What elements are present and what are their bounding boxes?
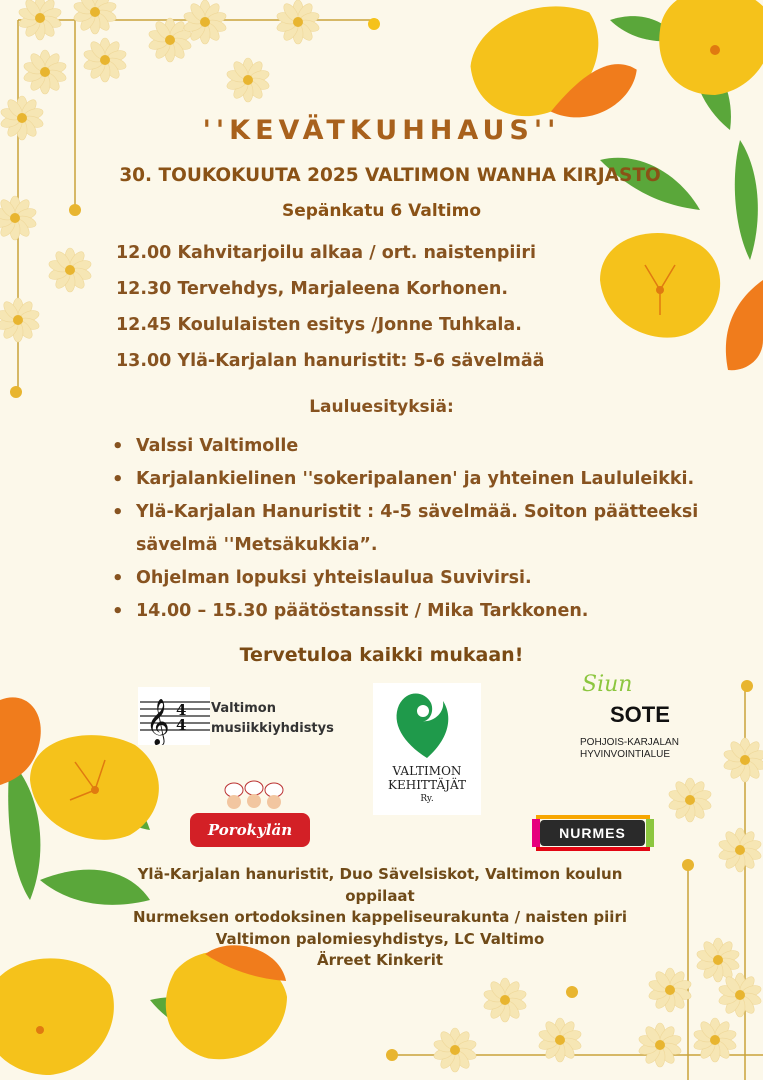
music-note-logo: [138, 687, 210, 745]
sote-subtitle: POHJOIS-KARJALAN HYVINVOINTIALUE: [580, 737, 679, 760]
songs-list: [112, 430, 732, 628]
siun-script: Siun: [582, 672, 633, 697]
schedule-list: [116, 241, 544, 385]
schedule-item: 13.00 Ylä-Karjalan hanuristit: 5-6 sävelmää: [116, 351, 545, 371]
schedule-item: 12.45 Koululaisten esitys /Jonne Tuhkala.: [116, 315, 522, 335]
credit-line: Ärreet Kinkerit: [316, 951, 444, 969]
credits-list: [130, 864, 630, 972]
song-item: • Karjalankielinen ''sokeripalanen' ja yhteinen Laululeikki.: [112, 463, 732, 496]
schedule-item: 12.30 Tervehdys, Marjaleena Korhonen.: [116, 279, 508, 299]
song-item: • Ylä-Karjalan Hanuristit : 4-5 sävelmää. Soiton päätteeksi sävelmä ''Metsäkukkia”.: [112, 496, 732, 562]
song-item: • Ohjelman lopuksi yhteislaulua Suvivirsi.: [112, 562, 732, 595]
treble-clef-icon: [138, 687, 210, 745]
kehittajat-logo-text: VALTIMON KEHITTÄJÄT Ry.: [388, 764, 466, 804]
sote-title: SOTE: [610, 702, 670, 727]
song-item: • Valssi Valtimolle: [112, 430, 732, 463]
green-leaf-icon: [373, 683, 481, 763]
svg-text:4: 4: [176, 716, 187, 734]
musiikkiyhdistys-logo-text: Valtimon musiikkiyhdistys: [211, 701, 334, 736]
porokyla-logo: Porokylän: [190, 813, 310, 847]
bakers-icon: [220, 780, 290, 816]
schedule-item: 12.00 Kahvitarjoilu alkaa / ort. naistenpiiri: [116, 243, 536, 263]
song-item: • 14.00 – 15.30 päätöstanssit / Mika Tarkkonen.: [112, 595, 732, 628]
svg-text:𝄞: 𝄞: [146, 699, 170, 745]
svg-text:4: 4: [176, 701, 187, 719]
songs-heading: Lauluesityksiä:: [309, 397, 454, 417]
credit-line: Ylä-Karjalan hanuristit, Duo Sävelsiskot, Valtimon koulun oppilaat: [137, 865, 623, 905]
event-address: Sepänkatu 6 Valtimo: [281, 201, 482, 221]
event-date-venue: 30. TOUKOKUUTA 2025 VALTIMON WANHA KIRJASTO: [119, 165, 661, 186]
welcome-text: Tervetuloa kaikki mukaan!: [239, 644, 524, 666]
credit-line: Nurmeksen ortodoksinen kappeliseurakunta / naisten piiri: [133, 908, 627, 926]
nurmes-logo: NURMES: [540, 820, 645, 846]
credit-line: Valtimon palomiesyhdistys, LC Valtimo: [215, 929, 545, 948]
event-title: ''KEVÄTKUHHAUS'': [202, 115, 561, 146]
